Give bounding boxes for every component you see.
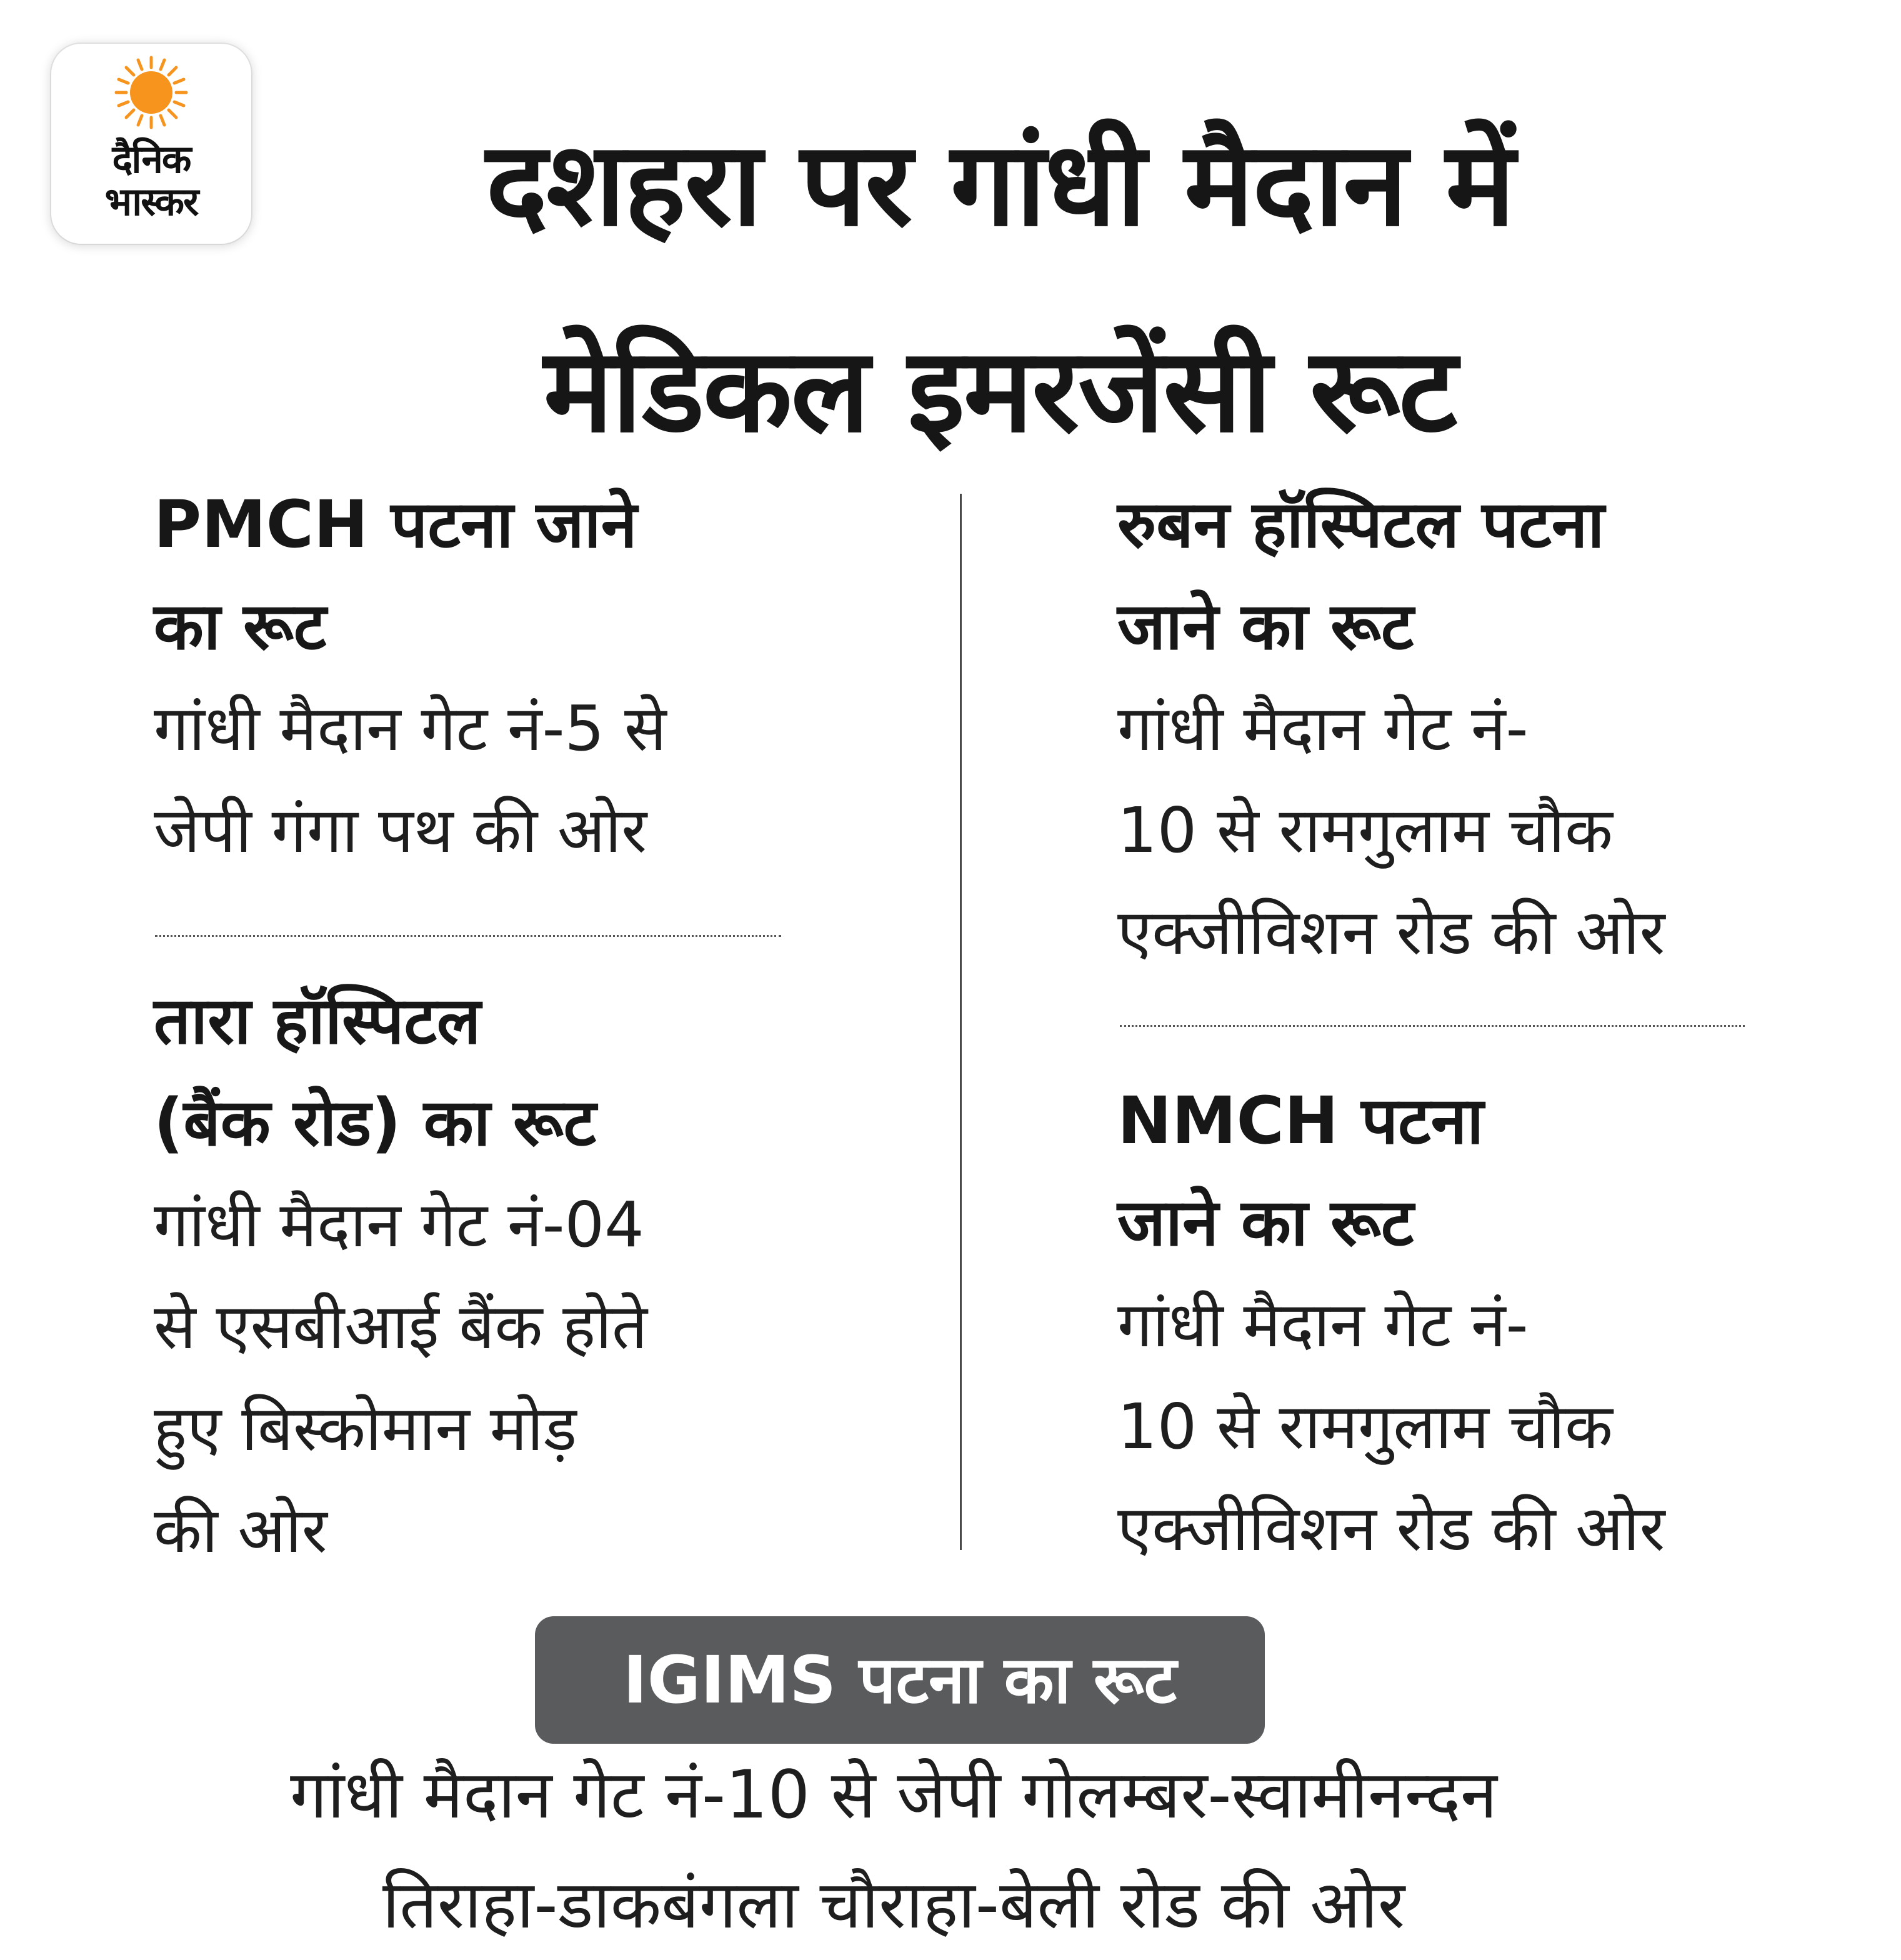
tara-heading-line-2: (बैंक रोड) का रूट — [154, 1084, 597, 1161]
tara-route-block — [154, 970, 929, 1581]
pmch-heading-line-1: PMCH पटना जाने — [154, 486, 637, 562]
ruban-route-line-3: एक्जीविशन रोड की ओर — [1117, 896, 1665, 969]
pmch-route-line-2: जेपी गंगा पथ की ओर — [154, 794, 647, 867]
pmch-route-block — [154, 474, 929, 881]
pmch-heading-line-2: का रूट — [154, 588, 327, 664]
title-line-2: मेडिकल इमरजेंसी रूट — [543, 322, 1457, 458]
left-dotted-divider — [155, 935, 781, 937]
igims-route-label: IGIMS पटना का रूट — [535, 1616, 1265, 1744]
title-line-1: दशहरा पर गांधी मैदान में — [486, 116, 1514, 252]
nmch-heading-line-2: जाने का रूट — [1117, 1184, 1414, 1261]
nmch-heading-line-1: NMCH पटना — [1117, 1082, 1484, 1159]
igims-route-line-1: गांधी मैदान गेट नं-10 से जेपी गोलम्बर-स्वामीनन्दन — [290, 1756, 1497, 1833]
igims-route-text — [62, 1740, 1725, 1960]
right-dotted-divider — [1120, 1025, 1745, 1027]
ruban-heading-line-2: जाने का रूट — [1117, 588, 1414, 664]
logo-word-bhaskar: भास्कर — [104, 179, 198, 224]
tara-heading-line-1: तारा हॉस्पिटल — [154, 982, 481, 1059]
tara-route-line-1: गांधी मैदान गेट नं-04 — [154, 1188, 644, 1261]
ruban-heading-line-1: रुबन हॉस्पिटल पटना — [1117, 486, 1605, 562]
nmch-route-line-1: गांधी मैदान गेट नं- — [1117, 1288, 1529, 1361]
tara-route-line-3: हुए बिस्कोमान मोड़ — [154, 1392, 577, 1465]
nmch-route-block — [1117, 1070, 1874, 1579]
tara-route-line-4: की ओर — [154, 1494, 327, 1567]
logo-word-dainik: दैनिक — [112, 136, 191, 182]
ruban-route-line-1: गांधी मैदान गेट नं- — [1117, 692, 1529, 765]
dainik-bhaskar-logo — [51, 44, 251, 244]
tara-route-line-2: से एसबीआई बैंक होते — [154, 1290, 648, 1363]
nmch-route-line-3: एक्जीविशन रोड की ओर — [1117, 1492, 1665, 1565]
ruban-route-line-2: 10 से रामगुलाम चौक — [1117, 794, 1613, 867]
ruban-route-block — [1117, 474, 1874, 983]
nmch-route-line-2: 10 से रामगुलाम चौक — [1117, 1390, 1613, 1463]
page-title — [287, 81, 1712, 494]
pmch-route-line-1: गांधी मैदान गेट नं-5 से — [154, 692, 667, 765]
igims-route-line-2: तिराहा-डाकबंगला चौराहा-बेली रोड की ओर — [382, 1866, 1405, 1943]
column-divider — [960, 494, 962, 1550]
